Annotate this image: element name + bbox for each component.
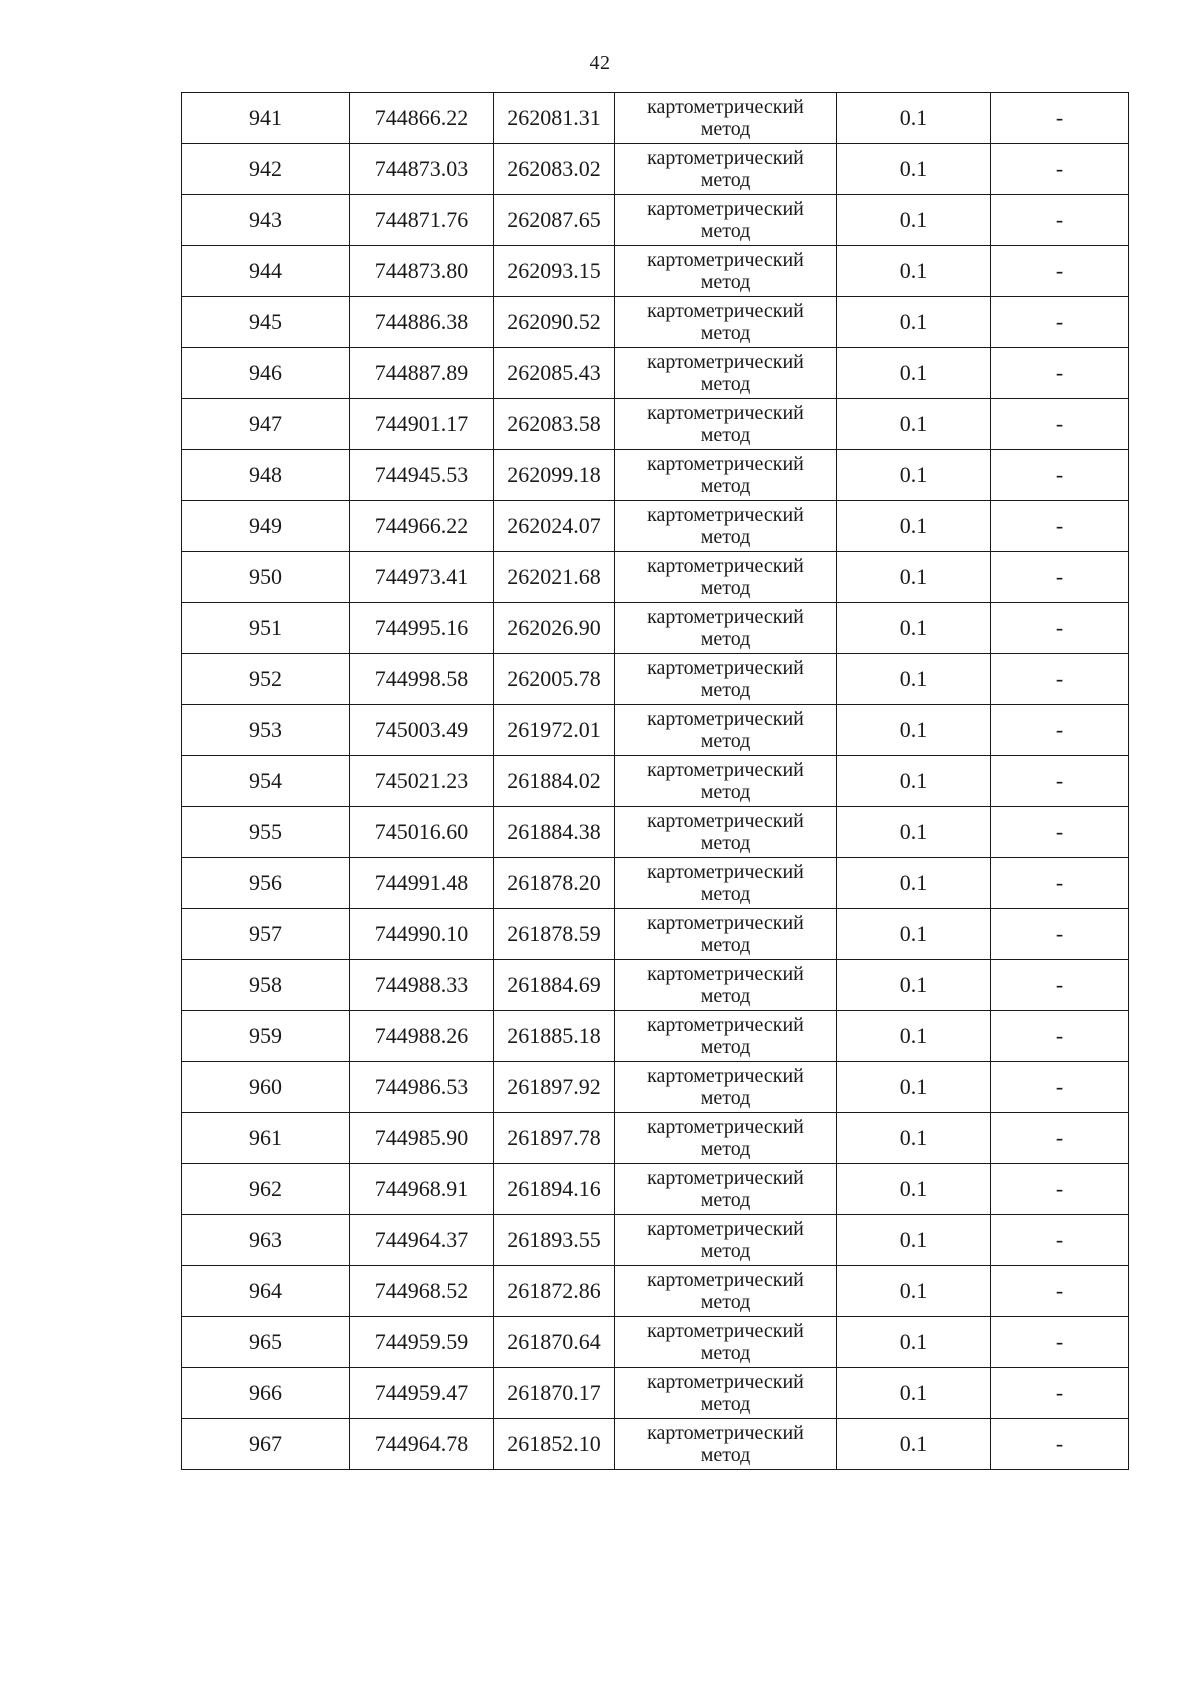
y-coordinate-cell: 261872.86 <box>494 1266 615 1317</box>
table-row <box>182 246 1129 297</box>
y-coordinate-cell: 262081.31 <box>494 93 615 144</box>
table-row <box>182 858 1129 909</box>
method-line-2: метод <box>700 373 751 395</box>
y-coordinate-cell: 262021.68 <box>494 552 615 603</box>
method-line-2: метод <box>700 1036 751 1058</box>
method-line-1: картометрический <box>647 1320 804 1342</box>
point-number-cell: 963 <box>182 1215 350 1266</box>
point-number-cell: 959 <box>182 1011 350 1062</box>
note-cell: - <box>991 501 1129 552</box>
table-row <box>182 756 1129 807</box>
method-line-2: метод <box>700 628 751 650</box>
x-coordinate-cell: 744945.53 <box>350 450 494 501</box>
method-cell <box>615 756 837 807</box>
table-row <box>182 450 1129 501</box>
method-line-2: метод <box>700 832 751 854</box>
accuracy-cell: 0.1 <box>837 348 991 399</box>
y-coordinate-cell: 261885.18 <box>494 1011 615 1062</box>
note-cell: - <box>991 960 1129 1011</box>
point-number-cell: 949 <box>182 501 350 552</box>
point-number-cell: 943 <box>182 195 350 246</box>
accuracy-cell: 0.1 <box>837 1419 991 1470</box>
x-coordinate-cell: 745016.60 <box>350 807 494 858</box>
y-coordinate-cell: 262083.58 <box>494 399 615 450</box>
note-cell: - <box>991 1266 1129 1317</box>
y-coordinate-cell: 261870.64 <box>494 1317 615 1368</box>
method-line-2: метод <box>700 475 751 497</box>
method-cell <box>615 1164 837 1215</box>
table-row <box>182 603 1129 654</box>
point-number-cell: 961 <box>182 1113 350 1164</box>
note-cell: - <box>991 246 1129 297</box>
y-coordinate-cell: 262087.65 <box>494 195 615 246</box>
accuracy-cell: 0.1 <box>837 654 991 705</box>
accuracy-cell: 0.1 <box>837 756 991 807</box>
note-cell: - <box>991 1419 1129 1470</box>
accuracy-cell: 0.1 <box>837 1113 991 1164</box>
accuracy-cell: 0.1 <box>837 144 991 195</box>
y-coordinate-cell: 262099.18 <box>494 450 615 501</box>
method-cell <box>615 1062 837 1113</box>
note-cell: - <box>991 348 1129 399</box>
method-line-1: картометрический <box>647 963 804 985</box>
table-row <box>182 1164 1129 1215</box>
point-number-cell: 946 <box>182 348 350 399</box>
accuracy-cell: 0.1 <box>837 1368 991 1419</box>
table-row <box>182 960 1129 1011</box>
accuracy-cell: 0.1 <box>837 246 991 297</box>
method-line-1: картометрический <box>647 402 804 424</box>
method-line-2: метод <box>700 883 751 905</box>
point-number-cell: 947 <box>182 399 350 450</box>
table-row <box>182 552 1129 603</box>
accuracy-cell: 0.1 <box>837 195 991 246</box>
method-line-1: картометрический <box>647 1116 804 1138</box>
method-line-1: картометрический <box>647 1014 804 1036</box>
point-number-cell: 960 <box>182 1062 350 1113</box>
accuracy-cell: 0.1 <box>837 858 991 909</box>
method-cell <box>615 450 837 501</box>
point-number-cell: 956 <box>182 858 350 909</box>
point-number-cell: 967 <box>182 1419 350 1470</box>
x-coordinate-cell: 744988.33 <box>350 960 494 1011</box>
point-number-cell: 952 <box>182 654 350 705</box>
note-cell: - <box>991 909 1129 960</box>
method-cell <box>615 705 837 756</box>
table-row <box>182 195 1129 246</box>
note-cell: - <box>991 807 1129 858</box>
x-coordinate-cell: 744985.90 <box>350 1113 494 1164</box>
method-line-1: картометрический <box>647 657 804 679</box>
table-row <box>182 501 1129 552</box>
y-coordinate-cell: 261870.17 <box>494 1368 615 1419</box>
y-coordinate-cell: 262083.02 <box>494 144 615 195</box>
method-line-2: метод <box>700 1291 751 1313</box>
method-line-2: метод <box>700 1087 751 1109</box>
x-coordinate-cell: 744968.52 <box>350 1266 494 1317</box>
x-coordinate-cell: 744995.16 <box>350 603 494 654</box>
method-line-2: метод <box>700 781 751 803</box>
table-row <box>182 1215 1129 1266</box>
method-line-2: метод <box>700 169 751 191</box>
method-line-1: картометрический <box>647 96 804 118</box>
note-cell: - <box>991 399 1129 450</box>
point-number-cell: 958 <box>182 960 350 1011</box>
method-line-2: метод <box>700 1240 751 1262</box>
coordinates-table <box>181 92 1129 1470</box>
note-cell: - <box>991 1215 1129 1266</box>
x-coordinate-cell: 744873.80 <box>350 246 494 297</box>
note-cell: - <box>991 297 1129 348</box>
method-cell <box>615 1317 837 1368</box>
y-coordinate-cell: 261878.59 <box>494 909 615 960</box>
point-number-cell: 951 <box>182 603 350 654</box>
page-number: 42 <box>589 52 611 74</box>
table-row <box>182 297 1129 348</box>
method-line-1: картометрический <box>647 606 804 628</box>
point-number-cell: 964 <box>182 1266 350 1317</box>
method-cell <box>615 1011 837 1062</box>
table-row <box>182 1317 1129 1368</box>
table-row <box>182 807 1129 858</box>
method-line-2: метод <box>700 322 751 344</box>
table-row <box>182 1368 1129 1419</box>
accuracy-cell: 0.1 <box>837 552 991 603</box>
x-coordinate-cell: 744973.41 <box>350 552 494 603</box>
note-cell: - <box>991 1062 1129 1113</box>
method-line-1: картометрический <box>647 1371 804 1393</box>
method-line-2: метод <box>700 220 751 242</box>
accuracy-cell: 0.1 <box>837 1266 991 1317</box>
y-coordinate-cell: 261897.78 <box>494 1113 615 1164</box>
x-coordinate-cell: 744901.17 <box>350 399 494 450</box>
accuracy-cell: 0.1 <box>837 297 991 348</box>
x-coordinate-cell: 744966.22 <box>350 501 494 552</box>
point-number-cell: 955 <box>182 807 350 858</box>
x-coordinate-cell: 744988.26 <box>350 1011 494 1062</box>
note-cell: - <box>991 1368 1129 1419</box>
coordinates-table-body <box>182 93 1129 1470</box>
note-cell: - <box>991 756 1129 807</box>
y-coordinate-cell: 262005.78 <box>494 654 615 705</box>
note-cell: - <box>991 858 1129 909</box>
y-coordinate-cell: 262093.15 <box>494 246 615 297</box>
y-coordinate-cell: 262026.90 <box>494 603 615 654</box>
method-line-2: метод <box>700 730 751 752</box>
accuracy-cell: 0.1 <box>837 807 991 858</box>
table-row <box>182 705 1129 756</box>
note-cell: - <box>991 1164 1129 1215</box>
method-line-2: метод <box>700 1138 751 1160</box>
method-line-1: картометрический <box>647 453 804 475</box>
method-line-1: картометрический <box>647 555 804 577</box>
method-line-1: картометрический <box>647 1167 804 1189</box>
accuracy-cell: 0.1 <box>837 93 991 144</box>
y-coordinate-cell: 261884.02 <box>494 756 615 807</box>
accuracy-cell: 0.1 <box>837 603 991 654</box>
x-coordinate-cell: 745021.23 <box>350 756 494 807</box>
accuracy-cell: 0.1 <box>837 909 991 960</box>
x-coordinate-cell: 744871.76 <box>350 195 494 246</box>
accuracy-cell: 0.1 <box>837 1215 991 1266</box>
method-cell <box>615 960 837 1011</box>
method-cell <box>615 195 837 246</box>
method-line-1: картометрический <box>647 912 804 934</box>
note-cell: - <box>991 144 1129 195</box>
x-coordinate-cell: 744964.78 <box>350 1419 494 1470</box>
method-cell <box>615 1113 837 1164</box>
accuracy-cell: 0.1 <box>837 960 991 1011</box>
note-cell: - <box>991 1317 1129 1368</box>
table-row <box>182 1419 1129 1470</box>
table-row <box>182 654 1129 705</box>
method-line-2: метод <box>700 1444 751 1466</box>
method-cell <box>615 654 837 705</box>
point-number-cell: 948 <box>182 450 350 501</box>
accuracy-cell: 0.1 <box>837 501 991 552</box>
method-line-1: картометрический <box>647 249 804 271</box>
method-cell <box>615 348 837 399</box>
y-coordinate-cell: 261884.38 <box>494 807 615 858</box>
method-line-1: картометрический <box>647 810 804 832</box>
method-cell <box>615 1368 837 1419</box>
method-cell <box>615 807 837 858</box>
method-line-2: метод <box>700 1393 751 1415</box>
method-cell <box>615 552 837 603</box>
y-coordinate-cell: 261897.92 <box>494 1062 615 1113</box>
method-cell <box>615 297 837 348</box>
method-line-1: картометрический <box>647 504 804 526</box>
point-number-cell: 954 <box>182 756 350 807</box>
point-number-cell: 941 <box>182 93 350 144</box>
table-row <box>182 1113 1129 1164</box>
table-row <box>182 399 1129 450</box>
accuracy-cell: 0.1 <box>837 1062 991 1113</box>
accuracy-cell: 0.1 <box>837 399 991 450</box>
note-cell: - <box>991 1011 1129 1062</box>
point-number-cell: 965 <box>182 1317 350 1368</box>
method-line-1: картометрический <box>647 861 804 883</box>
x-coordinate-cell: 744959.47 <box>350 1368 494 1419</box>
method-line-2: метод <box>700 985 751 1007</box>
method-cell <box>615 399 837 450</box>
note-cell: - <box>991 603 1129 654</box>
method-cell <box>615 144 837 195</box>
method-line-1: картометрический <box>647 1269 804 1291</box>
note-cell: - <box>991 654 1129 705</box>
x-coordinate-cell: 744991.48 <box>350 858 494 909</box>
x-coordinate-cell: 744959.59 <box>350 1317 494 1368</box>
x-coordinate-cell: 744964.37 <box>350 1215 494 1266</box>
accuracy-cell: 0.1 <box>837 450 991 501</box>
point-number-cell: 950 <box>182 552 350 603</box>
y-coordinate-cell: 261972.01 <box>494 705 615 756</box>
table-row <box>182 144 1129 195</box>
method-cell <box>615 501 837 552</box>
note-cell: - <box>991 195 1129 246</box>
method-line-2: метод <box>700 1342 751 1364</box>
note-cell: - <box>991 705 1129 756</box>
note-cell: - <box>991 450 1129 501</box>
accuracy-cell: 0.1 <box>837 1011 991 1062</box>
x-coordinate-cell: 744866.22 <box>350 93 494 144</box>
x-coordinate-cell: 744873.03 <box>350 144 494 195</box>
y-coordinate-cell: 261884.69 <box>494 960 615 1011</box>
method-line-2: метод <box>700 424 751 446</box>
method-line-1: картометрический <box>647 1422 804 1444</box>
method-line-2: метод <box>700 934 751 956</box>
method-line-2: метод <box>700 526 751 548</box>
accuracy-cell: 0.1 <box>837 705 991 756</box>
method-line-2: метод <box>700 1189 751 1211</box>
accuracy-cell: 0.1 <box>837 1164 991 1215</box>
x-coordinate-cell: 744990.10 <box>350 909 494 960</box>
method-cell <box>615 246 837 297</box>
method-line-2: метод <box>700 271 751 293</box>
point-number-cell: 945 <box>182 297 350 348</box>
y-coordinate-cell: 261878.20 <box>494 858 615 909</box>
method-line-1: картометрический <box>647 300 804 322</box>
y-coordinate-cell: 262090.52 <box>494 297 615 348</box>
table-row <box>182 1011 1129 1062</box>
y-coordinate-cell: 261893.55 <box>494 1215 615 1266</box>
method-cell <box>615 1215 837 1266</box>
method-line-2: метод <box>700 118 751 140</box>
method-cell <box>615 858 837 909</box>
method-cell <box>615 1266 837 1317</box>
note-cell: - <box>991 93 1129 144</box>
method-line-1: картометрический <box>647 198 804 220</box>
point-number-cell: 953 <box>182 705 350 756</box>
y-coordinate-cell: 261852.10 <box>494 1419 615 1470</box>
method-cell <box>615 603 837 654</box>
method-line-2: метод <box>700 577 751 599</box>
x-coordinate-cell: 745003.49 <box>350 705 494 756</box>
x-coordinate-cell: 744886.38 <box>350 297 494 348</box>
x-coordinate-cell: 744887.89 <box>350 348 494 399</box>
method-line-1: картометрический <box>647 1218 804 1240</box>
note-cell: - <box>991 552 1129 603</box>
point-number-cell: 944 <box>182 246 350 297</box>
point-number-cell: 957 <box>182 909 350 960</box>
point-number-cell: 942 <box>182 144 350 195</box>
method-cell <box>615 1419 837 1470</box>
method-line-1: картометрический <box>647 708 804 730</box>
note-cell: - <box>991 1113 1129 1164</box>
method-line-2: метод <box>700 679 751 701</box>
table-row <box>182 1266 1129 1317</box>
table-row <box>182 1062 1129 1113</box>
table-row <box>182 348 1129 399</box>
x-coordinate-cell: 744968.91 <box>350 1164 494 1215</box>
x-coordinate-cell: 744986.53 <box>350 1062 494 1113</box>
point-number-cell: 962 <box>182 1164 350 1215</box>
point-number-cell: 966 <box>182 1368 350 1419</box>
table-row <box>182 909 1129 960</box>
method-cell <box>615 93 837 144</box>
accuracy-cell: 0.1 <box>837 1317 991 1368</box>
method-line-1: картометрический <box>647 147 804 169</box>
table-row <box>182 93 1129 144</box>
y-coordinate-cell: 261894.16 <box>494 1164 615 1215</box>
method-line-1: картометрический <box>647 351 804 373</box>
method-line-1: картометрический <box>647 759 804 781</box>
y-coordinate-cell: 262024.07 <box>494 501 615 552</box>
method-line-1: картометрический <box>647 1065 804 1087</box>
method-cell <box>615 909 837 960</box>
x-coordinate-cell: 744998.58 <box>350 654 494 705</box>
y-coordinate-cell: 262085.43 <box>494 348 615 399</box>
